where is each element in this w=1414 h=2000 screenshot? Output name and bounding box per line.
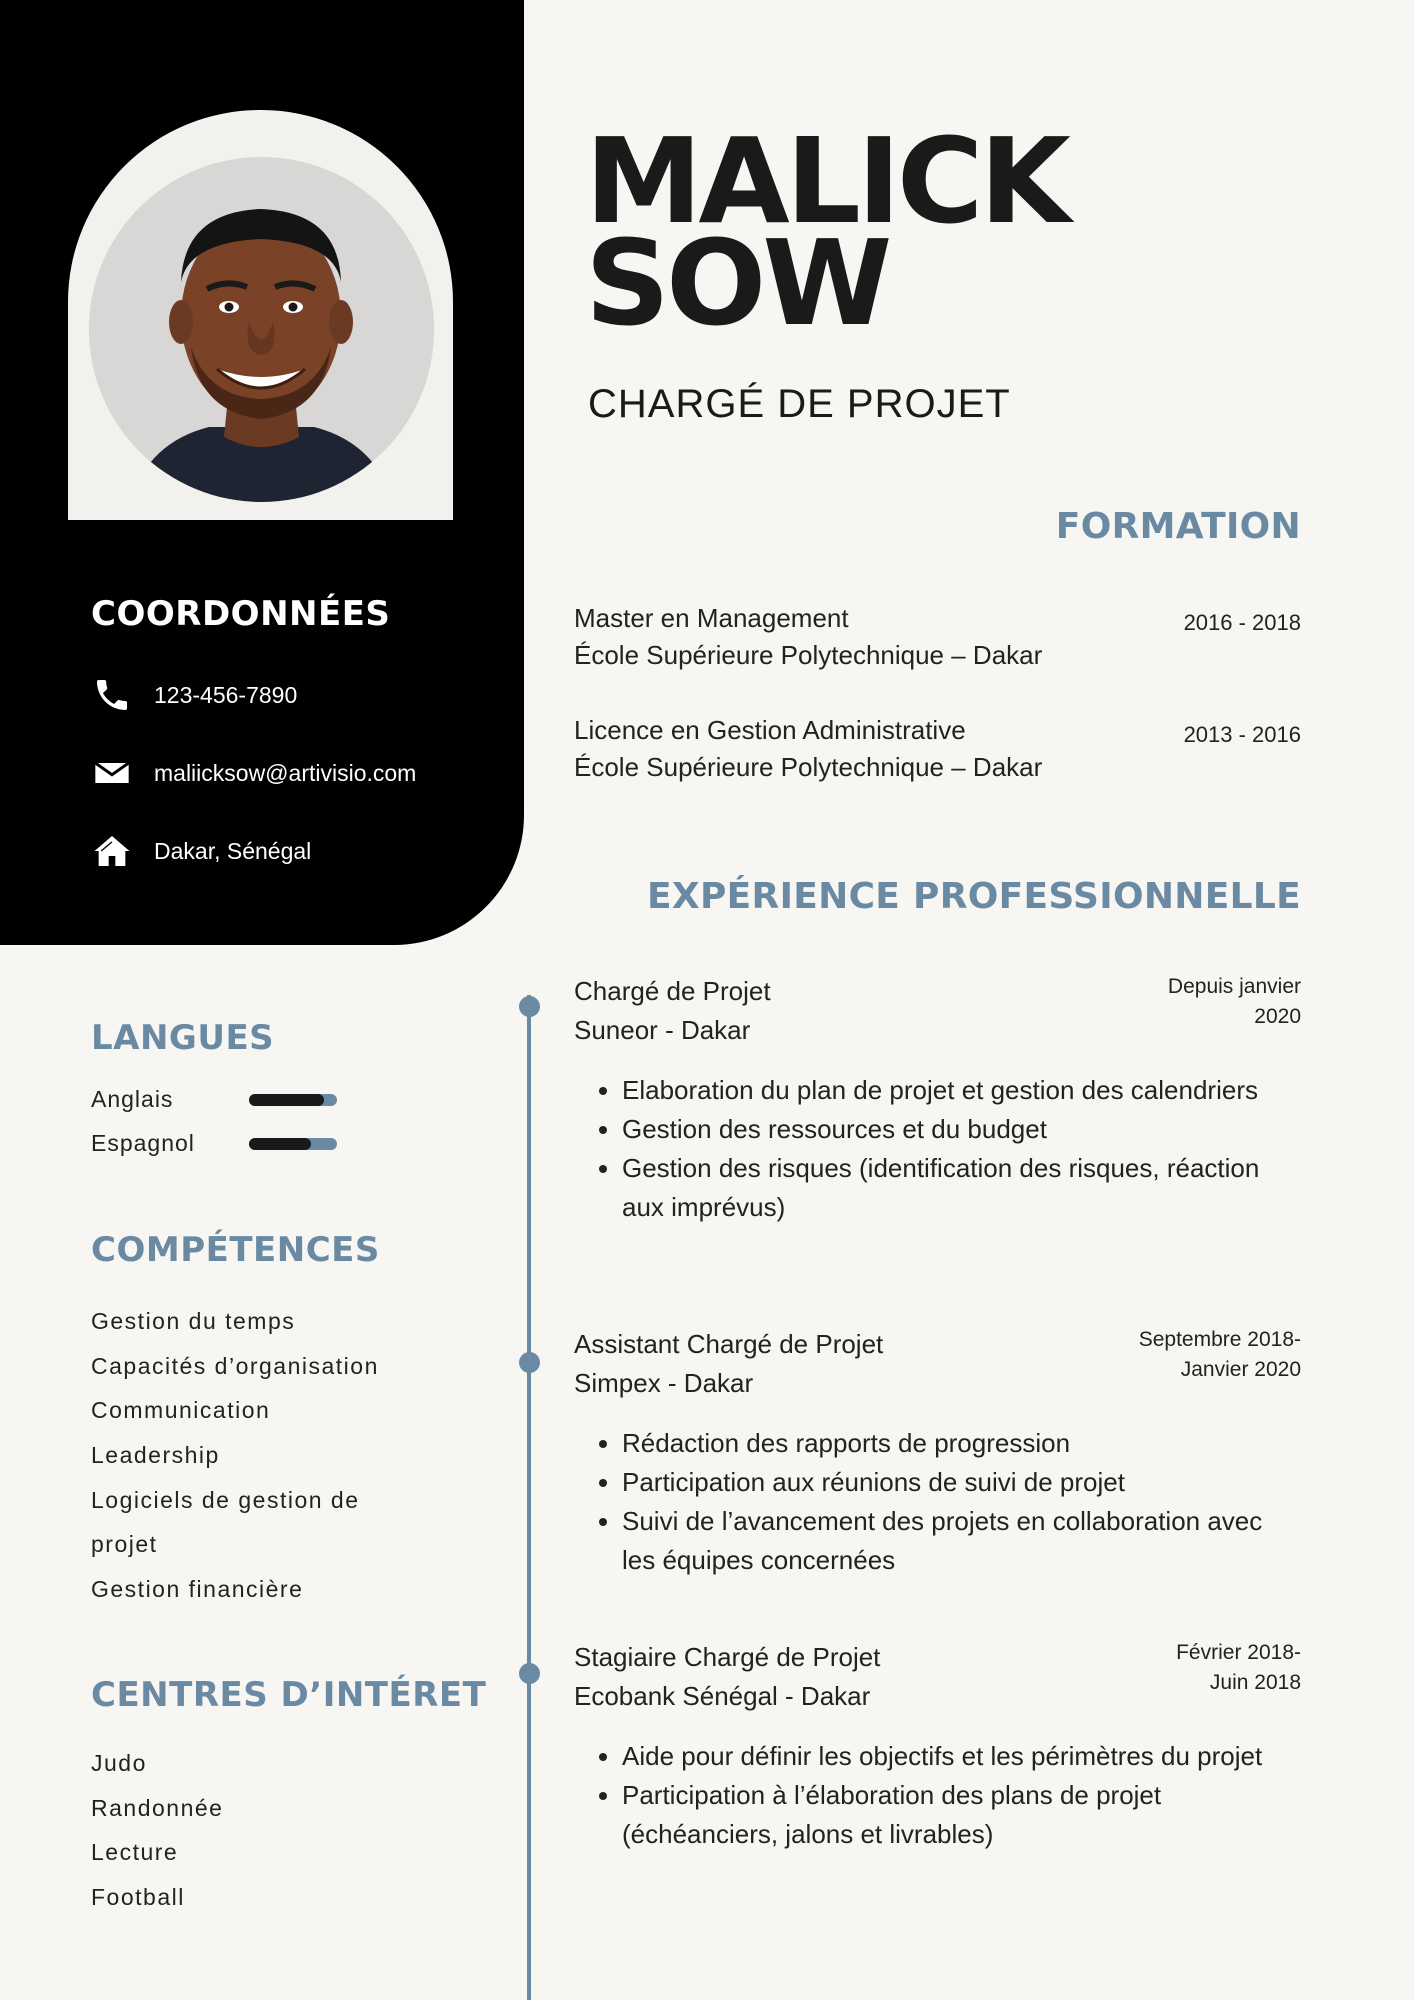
list-item: • Elaboration du plan de projet et gestion des calendriers [622,1071,1301,1110]
list-item: • Gestion des ressources et du budget [622,1110,1301,1149]
interests-list [91,1741,223,1920]
experience-entry [574,972,1301,1227]
experience-bullets [574,1737,1301,1854]
experience-date [1168,972,1301,1032]
list-item: Communication [91,1397,271,1424]
list-item: Logiciels de gestion de [91,1486,360,1513]
experience-role: Stagiaire Chargé de Projet [574,1642,881,1672]
list-item: • Participation à l’élaboration des plans de projet (échéanciers, jalons et livrables) [622,1776,1301,1854]
contact-email[interactable]: maliicksow@artivisio.com [154,759,417,786]
timeline-dot [519,1663,540,1684]
education-years: 2016 - 2018 [1183,610,1301,635]
profile-photo-frame [68,110,453,520]
language-level-fill [249,1138,311,1150]
profile-photo [89,157,434,502]
language-level-bar [249,1094,337,1106]
language-row [91,1130,337,1157]
list-item: Football [91,1884,185,1911]
timeline-dot [519,1352,540,1373]
education-degree: Master en Management [574,603,849,633]
date-line: Juin 2018 [1209,1671,1301,1694]
date-line: Septembre 2018- [1138,1328,1301,1351]
list-item: Capacités d’organisation [91,1352,379,1379]
experience-bullets [574,1071,1301,1227]
list-item: • Suivi de l’avancement des projets en collaboration avec les équipes concernées [622,1502,1301,1580]
list-item: • Gestion des risques (identification des risques, réaction aux imprévus) [622,1149,1301,1227]
list-item: Leadership [91,1442,220,1469]
date-line: 2020 [1254,1005,1301,1028]
list-item: • Participation aux réunions de suivi de projet [622,1463,1301,1502]
education-entry [574,600,1301,674]
skills-heading: COMPÉTENCES [91,1230,380,1270]
language-level-fill [249,1094,324,1106]
portrait-illustration [89,157,434,502]
experience-heading: EXPÉRIENCE PROFESSIONNELLE [647,876,1301,917]
date-line: Janvier 2020 [1180,1358,1301,1381]
date-line: Février 2018- [1176,1641,1301,1664]
languages-heading: LANGUES [91,1018,275,1058]
language-name: Anglais [91,1086,174,1112]
experience-bullets [574,1424,1301,1580]
contact-phone-row [91,674,297,716]
list-item: Judo [91,1750,147,1776]
education-degree: Licence en Gestion Administrative [574,715,966,745]
experience-role: Chargé de Projet [574,976,771,1006]
interests-heading: CENTRES D’INTÉRET [91,1675,487,1715]
language-name: Espagnol [91,1130,195,1156]
list-item: • Aide pour définir les objectifs et les périmètres du projet [622,1737,1301,1776]
timeline-dot [519,996,540,1017]
education-entry [574,712,1301,786]
home-icon [91,830,133,872]
education-school: École Supérieure Polytechnique – Dakar [574,752,1043,782]
experience-date [1139,1325,1301,1385]
list-item: Randonnée [91,1794,224,1821]
contact-heading: COORDONNÉES [91,594,391,634]
last-name: SOW [585,214,889,352]
first-name: MALICK [585,112,1067,250]
full-name [585,112,1067,352]
experience-entry [574,1638,1301,1854]
contact-phone[interactable]: 123-456-7890 [154,681,298,708]
experience-date [1176,1638,1301,1698]
experience-company: Ecobank Sénégal - Dakar [574,1681,871,1711]
list-item: • Rédaction des rapports de progression [622,1424,1301,1463]
date-line: Depuis janvier [1167,975,1301,998]
language-level-bar [249,1138,337,1150]
list-item: Gestion du temps [91,1308,296,1334]
education-years: 2013 - 2016 [1183,722,1301,747]
contact-location-row [91,830,311,872]
contact-location: Dakar, Sénégal [154,837,312,864]
list-item: Lecture [91,1839,179,1866]
list-item: Gestion financière [91,1576,304,1603]
language-row [91,1086,337,1113]
skills-list [91,1299,379,1612]
contact-email-row [91,752,416,794]
job-title: CHARGÉ DE PROJET [588,382,1011,426]
experience-company: Suneor - Dakar [574,1015,751,1045]
experience-company: Simpex - Dakar [574,1368,754,1398]
education-heading: FORMATION [1055,506,1301,547]
mail-icon [91,752,133,794]
education-school: École Supérieure Polytechnique – Dakar [574,640,1043,670]
phone-icon [91,674,133,716]
timeline-line [527,995,531,2000]
list-item: projet [91,1531,158,1558]
experience-role: Assistant Chargé de Projet [574,1329,884,1359]
experience-entry [574,1325,1301,1580]
